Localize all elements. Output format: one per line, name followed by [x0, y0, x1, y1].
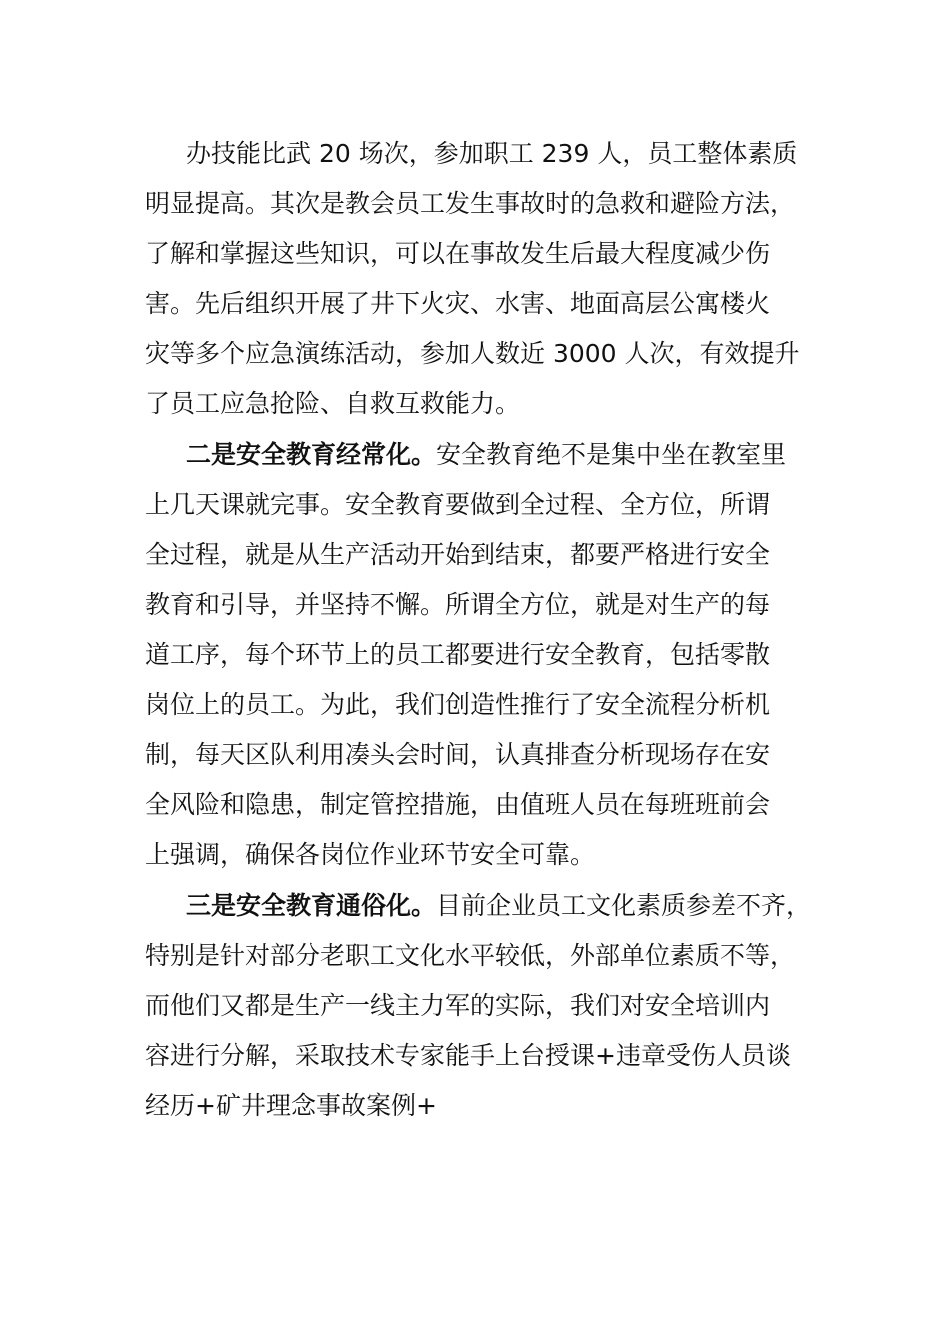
paragraph-2-line-8: 全风险和隐患，制定管控措施，由值班人员在每班班前会 [145, 790, 771, 819]
paragraph-2-line-9: 上强调，确保各岗位作业环节安全可靠。 [145, 840, 596, 869]
paragraph-2-line-4: 教育和引导，并坚持不懈。所谓全方位，就是对生产的每 [145, 590, 771, 619]
paragraph-2-line-3: 全过程，就是从生产活动开始到结束，都要严格进行安全 [145, 540, 771, 569]
paragraph-2-line-7: 制，每天区队利用凑头会时间，认真排查分析现场存在安 [145, 740, 771, 769]
paragraph-2-line-6: 岗位上的员工。为此，我们创造性推行了安全流程分析机 [145, 690, 771, 719]
paragraph-3-heading: 三是安全教育通俗化。 [186, 891, 437, 920]
paragraph-3-first-line-text: 目前企业员工文化素质参差不齐， [436, 891, 812, 920]
paragraph-3-line-2: 特别是针对部分老职工文化水平较低，外部单位素质不等， [145, 941, 796, 970]
paragraph-1-line-4: 害。先后组织开展了井下火灾、水害、地面高层公寓楼火 [145, 289, 771, 318]
paragraph-1-line-2: 明显提高。其次是教会员工发生事故时的急救和避险方法， [145, 189, 796, 218]
paragraph-1-line-3: 了解和掌握这些知识，可以在事故发生后最大程度减少伤 [145, 239, 771, 268]
paragraph-3-line-4: 容进行分解，采取技术专家能手上台授课+违章受伤人员谈 [145, 1041, 791, 1070]
paragraph-2-heading: 二是安全教育经常化。 [186, 440, 437, 469]
paragraph-2-line-2: 上几天课就完事。安全教育要做到全过程、全方位，所谓 [145, 490, 771, 519]
paragraph-1-line-1: 办技能比武 20 场次，参加职工 239 人，员工整体素质 [186, 139, 798, 168]
paragraph-3-line-3: 而他们又都是生产一线主力军的实际，我们对安全培训内 [145, 991, 771, 1020]
paragraph-2-first-line-text: 安全教育绝不是集中坐在教室里 [436, 440, 787, 469]
paragraph-2-line-5: 道工序，每个环节上的员工都要进行安全教育，包括零散 [145, 640, 771, 669]
paragraph-2-line-1 [186, 430, 786, 480]
paragraph-3-line-1 [186, 881, 811, 931]
paragraph-3-line-5: 经历+矿井理念事故案例+ [145, 1091, 437, 1120]
paragraph-1-line-6: 了员工应急抢险、自救互救能力。 [145, 389, 521, 418]
paragraph-1-line-5: 灾等多个应急演练活动，参加人数近 3000 人次，有效提升 [145, 339, 800, 368]
